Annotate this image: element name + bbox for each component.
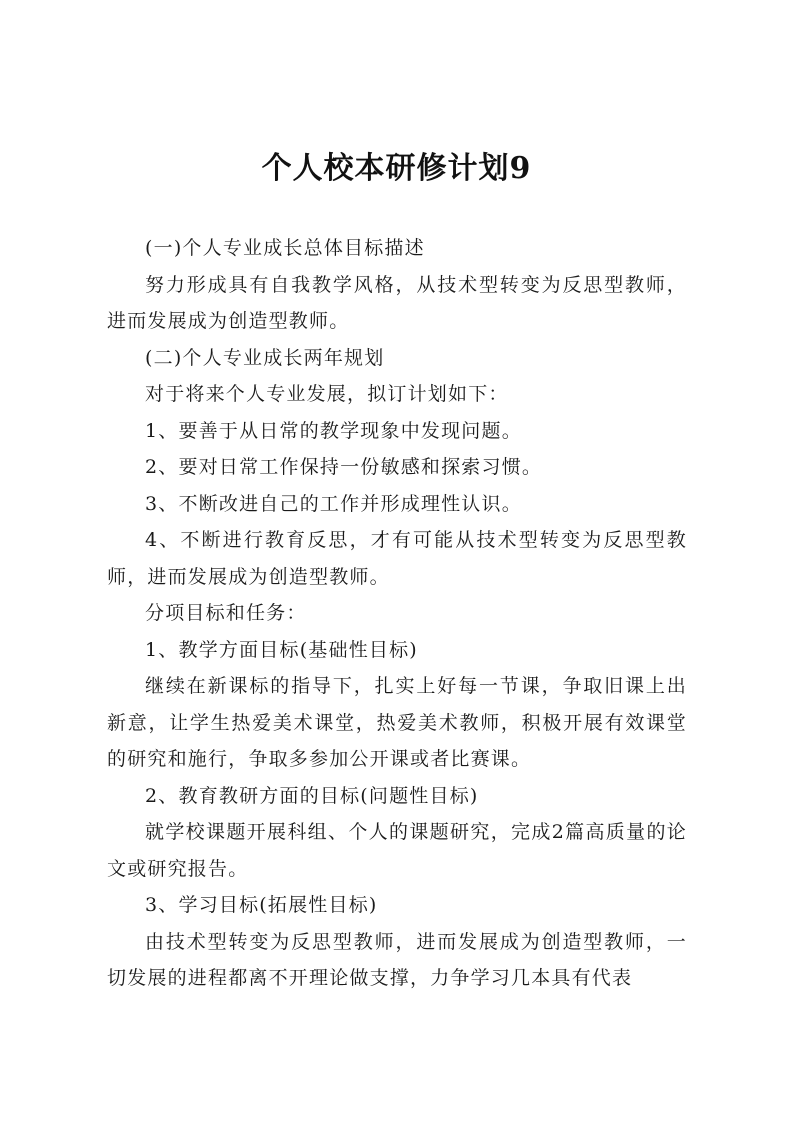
list-item-2: 2、要对日常工作保持一份敏感和探索习惯。	[145, 456, 543, 478]
goal-learning-text: 由技术型转变为反思型教师，进而发展成为创造型教师，一切发展的进程都离不开理论做支撑，力争学习几本具有代表	[107, 930, 687, 989]
document-body	[107, 230, 687, 997]
goal-learning-heading: 3、学习目标(拓展性目标)	[145, 894, 378, 916]
goal-research-heading: 2、教育教研方面的目标(问题性目标)	[145, 784, 479, 807]
section-heading-1: (一)个人专业成长总体目标描述	[145, 237, 425, 259]
document-title: 个人校本研修计划9	[261, 151, 532, 186]
paragraph-plan-intro: 对于将来个人专业发展，拟订计划如下：	[145, 383, 509, 405]
goal-research-text: 就学校课题开展科组、个人的课题研究，完成2篇高质量的论文或研究报告。	[107, 821, 687, 880]
list-item-4: 4、不断进行教育反思，才有可能从技术型转变为反思型教师，进而发展成为创造型教师。	[107, 529, 687, 588]
goal-teaching-heading: 1、教学方面目标(基础性目标)	[145, 638, 418, 661]
paragraph-overall-goal: 努力形成具有自我教学风格，从技术型转变为反思型教师，进而发展成为创造型教师。	[107, 273, 687, 332]
goal-teaching-text: 继续在新课标的指导下，扎实上好每一节课，争取旧课上出新意，让学生热爱美术课堂，热爱美术教师，积极开展有效课堂的研究和施行，争取多参加公开课或者比赛课。	[107, 675, 687, 770]
subgoals-heading: 分项目标和任务：	[145, 602, 307, 624]
list-item-1: 1、要善于从日常的教学现象中发现问题。	[145, 419, 522, 442]
section-heading-2: (二)个人专业成长两年规划	[145, 346, 385, 369]
list-item-3: 3、不断改进自己的工作并形成理性认识。	[145, 492, 522, 515]
